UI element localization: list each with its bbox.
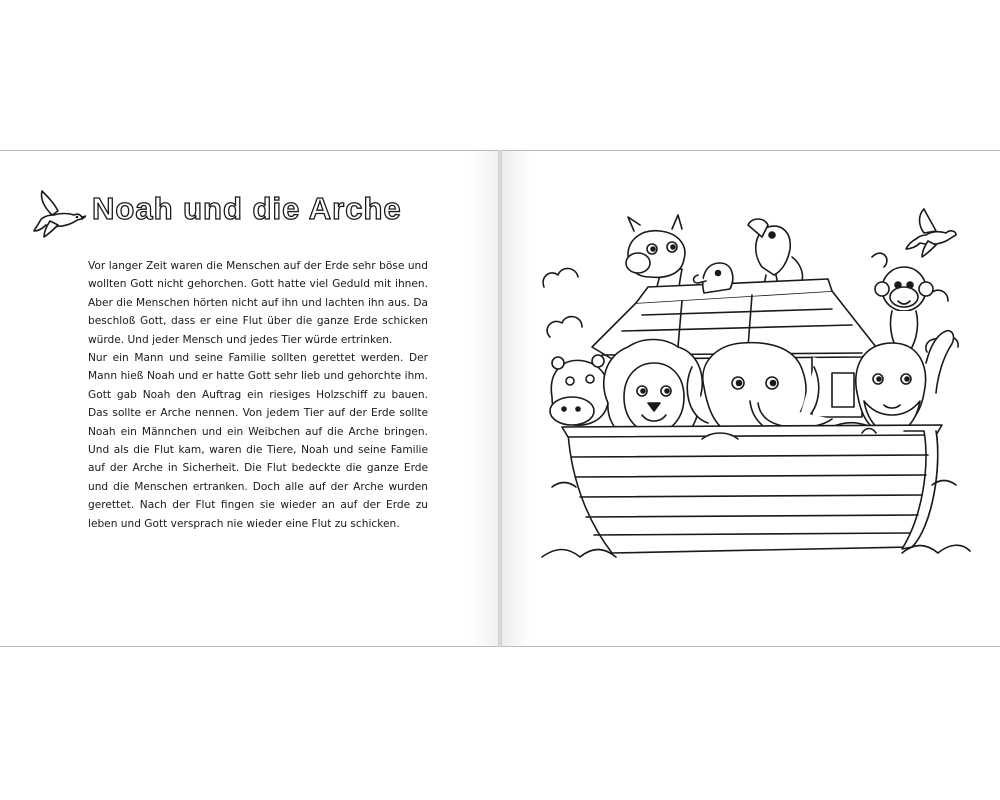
story-paragraph-2: Nur ein Mann und seine Familie sollten gerettet werden. Der Mann hieß Noah und er hatte Gott sehr lieb und gehorchte ihm. Gott gab Noah den Auftrag ein riesiges Holzschiff zu bauen. Das sollte er Arche nennen. Von jedem Tier auf der Erde sollte Noah ein Männchen und ein Weibchen auf die Arche bringen. Und als die Flut kam, waren die Tiere, Noah und seine Familie auf der Arche in Sicherheit. Die Flut bedeckte die ganze Erde und die Menschen ertranken. Doch alle auf der Arche wurden gerettet. Nach der Flut fingen sie wieder an auf der Erde zu leben und Gott versprach nie wieder eine Flut zu schicken. [88, 352, 428, 530]
noah-ark-illustration [532, 197, 972, 617]
book-spread [0, 150, 1000, 647]
story-paragraph-1: Vor langer Zeit waren die Menschen auf der Erde sehr böse und wollten Gott nicht gehorchen. Gott hatte viel Geduld mit ihnen. Aber die Menschen hörten nicht auf ihn und lachten ihn aus. Da beschloß Gott, dass er eine Flut über die ganze Erde schicken würde. Und jeder Mensch und jedes Tier würde ertrinken. [88, 260, 428, 346]
ark-icon [562, 425, 942, 553]
hippo-icon [550, 355, 609, 425]
dove-icon [906, 209, 956, 257]
left-page [0, 150, 499, 647]
page-title: Noah und die Arche [92, 191, 402, 226]
monkey-icon [872, 253, 933, 357]
right-page [501, 150, 1000, 647]
story-text [88, 257, 428, 533]
dove-icon [30, 185, 86, 241]
parrot-icon [748, 219, 803, 285]
